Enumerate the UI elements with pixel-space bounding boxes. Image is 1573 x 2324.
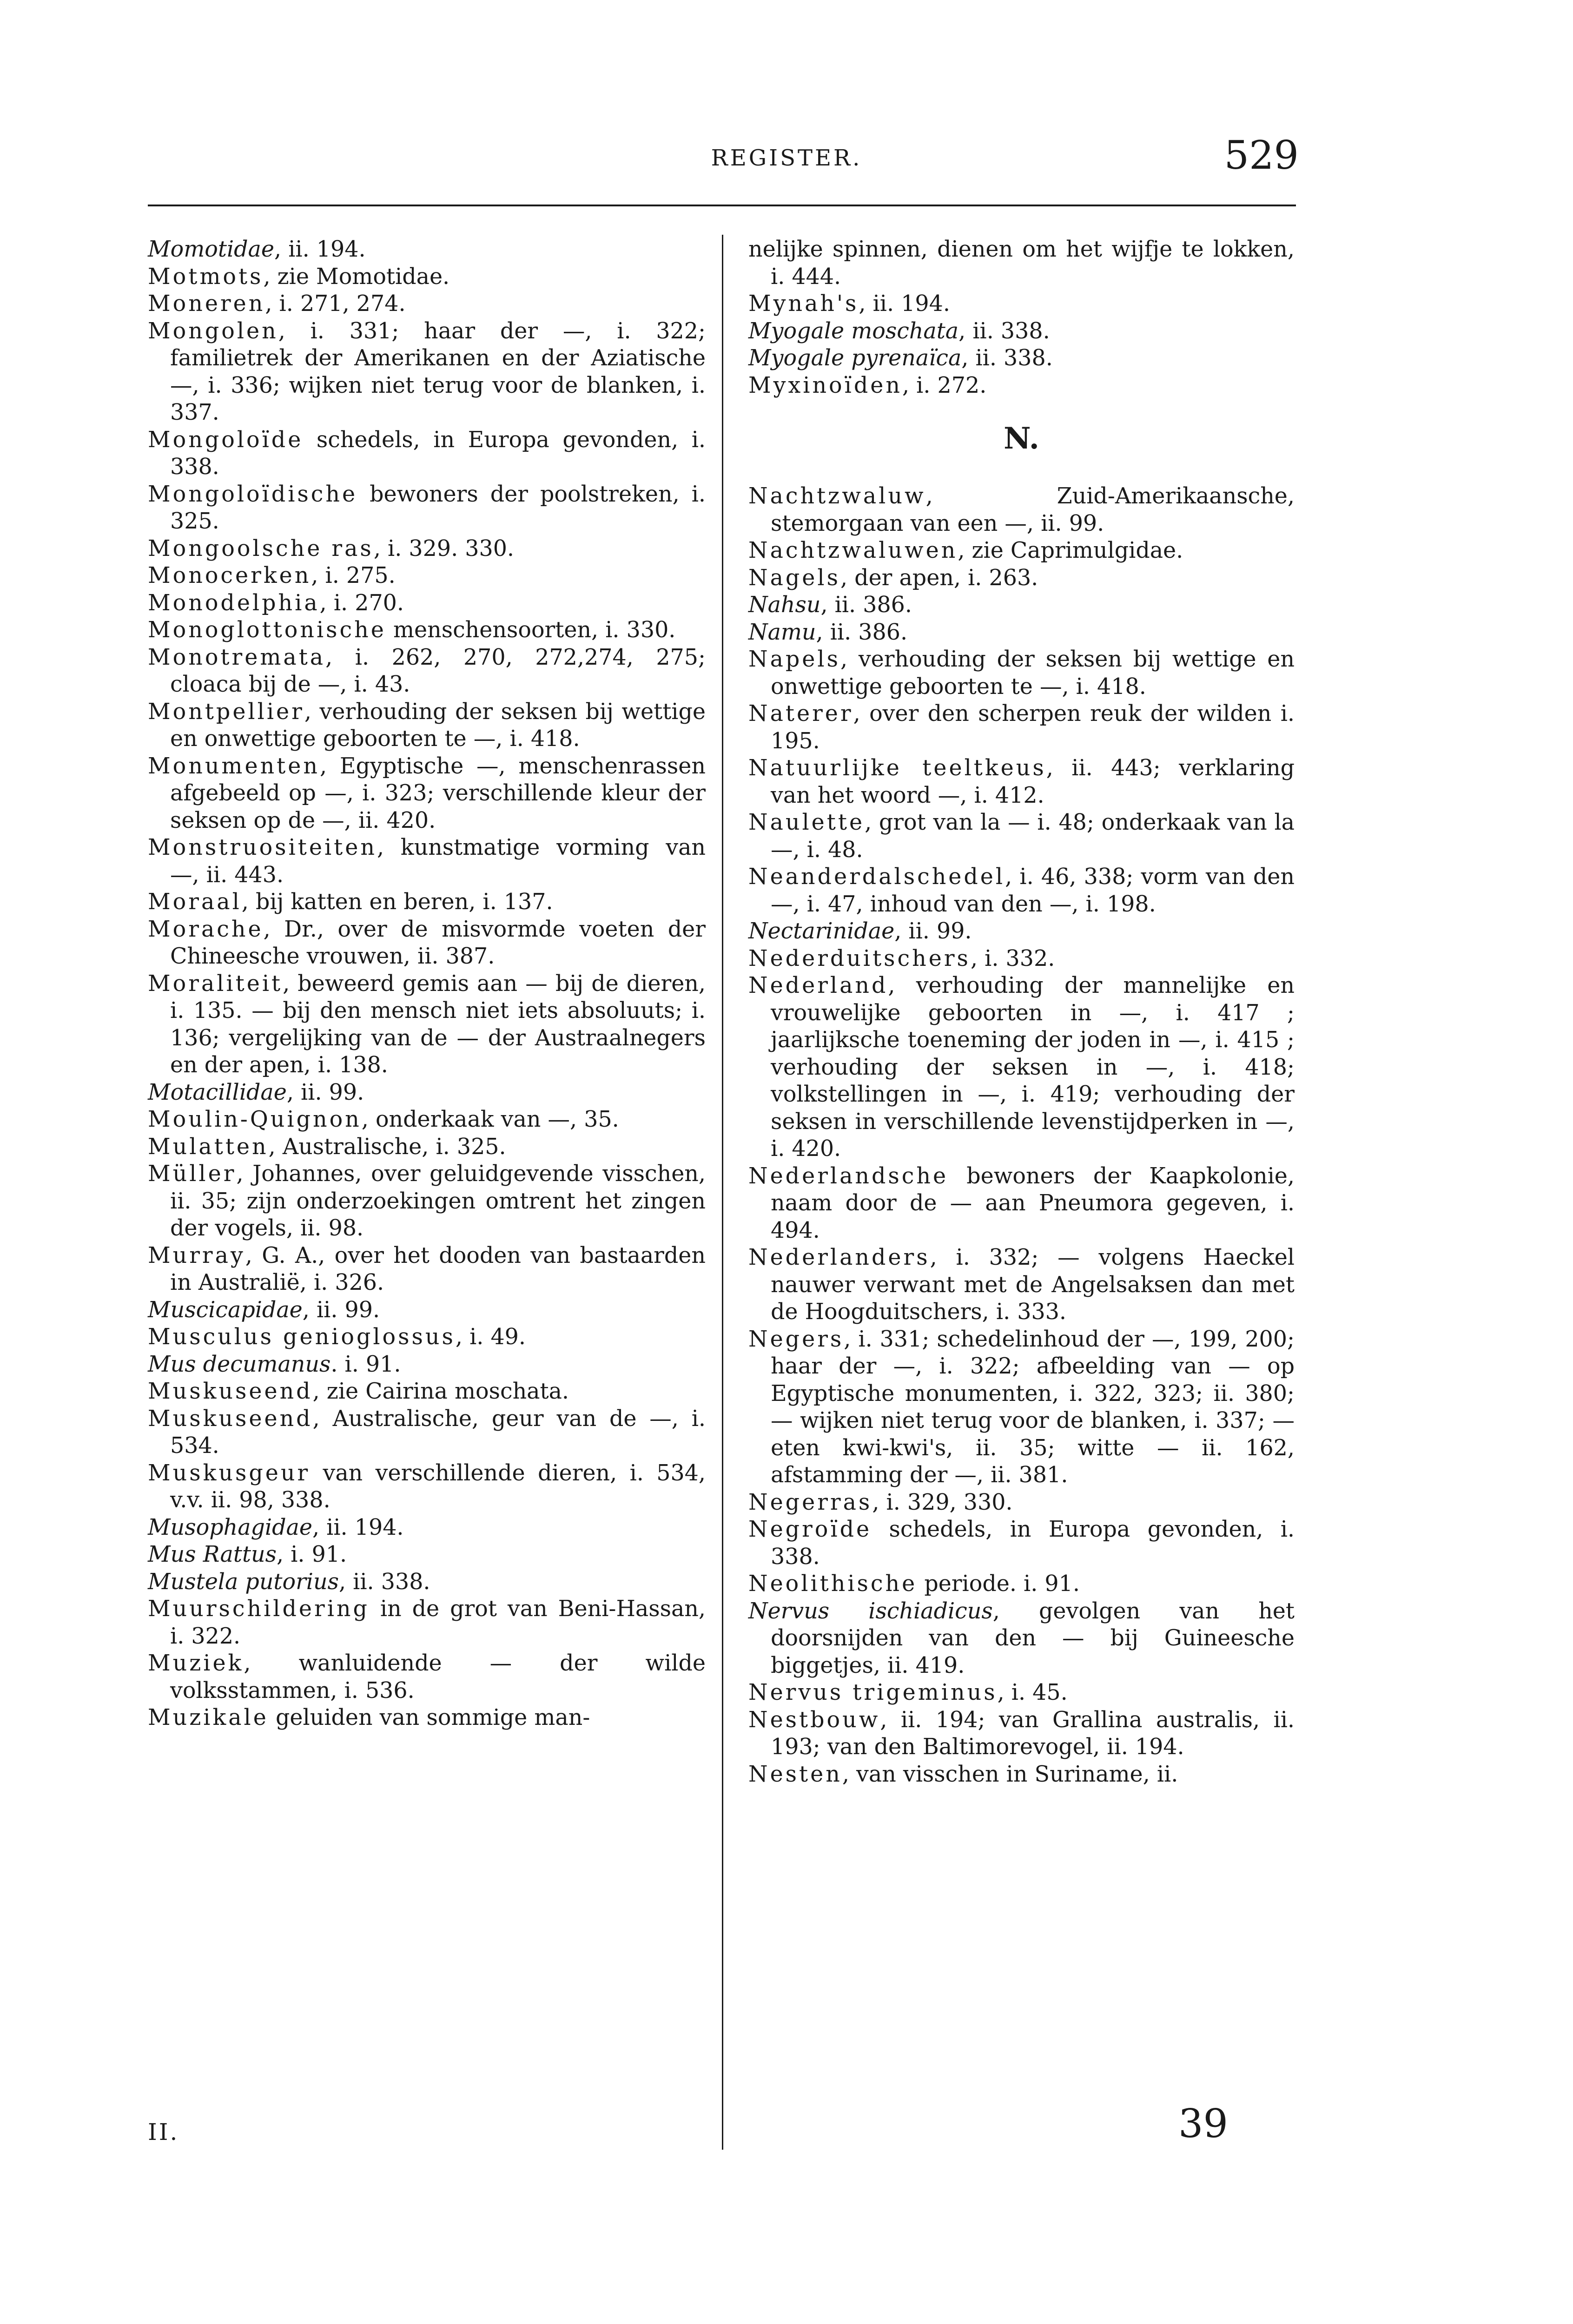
entry-term: Nachtzwaluw [748,483,926,509]
index-entry [748,592,1295,619]
entry-term: Nesten [748,1761,842,1787]
entry-references: , i. 272. [902,372,987,398]
entry-references: , beweerd gemis aan — bij de dieren, i. 135. — bij den mensch niet iets absoluuts; i. 136; vergelijking van de — der Austraalnegers en der apen, i. 138. [170,971,706,1078]
entry-term: Monumenten [148,753,320,779]
entry-term: Mongoloïde [148,427,304,453]
entry-references: periode. i. 91. [917,1571,1080,1597]
index-entry [748,1163,1295,1245]
entry-references: bewoners der Kaapkolonie, naam door de — aan Pneumora gegeven, i. 494. [771,1163,1295,1243]
entry-term: Nederland [748,973,888,998]
header-rule [148,205,1296,206]
running-head: REGISTER. [711,145,862,171]
entry-references: , i. 331; haar der —, i. 322; familietrek der Amerikanen en der Aziatische —, i. 336; wijken niet terug voor de blanken, i. 337. [170,318,706,425]
entry-references: , van visschen in Suriname, ii. [842,1761,1178,1787]
entry-term: Moraliteit [148,971,283,997]
index-entry [148,1704,706,1732]
entry-references: , ii. 386. [820,592,912,618]
entry-term: Nederlanders [748,1245,930,1270]
index-entry [748,918,1295,945]
entry-references: , i. 91. [277,1542,347,1567]
index-entry [148,535,706,563]
index-entry [748,565,1295,592]
entry-references: , Johannes, over geluidgevende visschen, ii. 35; zijn onderzoekingen omtrent het zingen der vogels, ii. 98. [170,1161,706,1241]
entry-term: Moulin-Quignon [148,1107,362,1132]
index-entry [148,1324,706,1351]
entry-term: Müller [148,1161,237,1187]
index-entry [748,1489,1295,1517]
index-entry [748,236,1295,290]
index-entry [148,590,706,617]
entry-references: bewoners der poolstreken, i. 325. [170,481,706,534]
index-entry [748,700,1295,755]
index-entry [748,290,1295,318]
entry-references: , i. 329, 330. [872,1489,1013,1515]
index-entry [148,1106,706,1134]
entry-term: Natuurlijke teeltkeus [748,755,1046,781]
index-entry [748,1679,1295,1707]
entry-references: . i. 91. [330,1351,401,1377]
entry-term: Mongolen [148,318,278,344]
entry-references: , ii. 194. [859,291,950,317]
entry-references: , ii. 386. [816,619,908,645]
section-heading: N. [1004,421,1039,456]
index-entry [148,1079,706,1107]
index-entry [748,1571,1295,1598]
entry-term: Muscicapidae [148,1297,303,1323]
index-entry [748,372,1295,400]
entry-references: , ii. 443; verklaring van het woord —, i. 412. [771,755,1295,808]
entry-references: , verhouding der seksen bij wettige en onwettige geboorten te —, i. 418. [170,699,706,752]
entry-references: , Australische, i. 325. [268,1134,506,1160]
entry-term: Naulette [748,810,865,835]
entry-references: , i. 49. [455,1324,526,1350]
index-entry [148,1569,706,1596]
entry-references: , ii. 194. [274,237,366,262]
entry-term: Nervus trigeminus [748,1680,998,1705]
index-entry [148,834,706,889]
entry-references: , Australische, geur van de —, i. 534. [170,1406,706,1459]
entry-term: Napels [748,647,840,672]
entry-references: schedels, in Europa gevonden, i. 338. [170,427,706,480]
index-entry [148,1541,706,1569]
column-divider [722,235,723,2150]
entry-references: , zie Momotidae. [263,264,450,290]
index-entry [148,1514,706,1542]
entry-term: Negers [748,1326,844,1352]
entry-references: , i. 332; — volgens Haeckel nauwer verwant met de Angelsaksen dan met de Hoogduitschers, i. 333. [771,1245,1295,1325]
entry-term: Moneren [148,291,265,317]
index-entry [748,483,1295,537]
entry-references: , ii. 99. [894,918,972,944]
index-entry [148,916,706,971]
entry-term: Moraal [148,889,242,915]
entry-term: Naterer [748,701,853,726]
entry-term: Myogale moschata [748,318,959,344]
entry-term: Muurschildering [148,1596,370,1622]
index-entry [748,345,1295,372]
entry-references: , zie Cairina moschata. [312,1379,569,1404]
index-entry [748,1244,1295,1326]
index-entry [148,481,706,535]
entry-references: menschensoorten, i. 330. [386,617,676,643]
entry-term: Mynah's [748,291,859,317]
entry-term: Muskuseend [148,1406,313,1432]
index-entry [148,1134,706,1161]
index-column-right [748,236,1295,1788]
index-entry [148,1378,706,1406]
index-entry [148,562,706,590]
index-entry [148,1460,706,1514]
index-group-m [748,236,1295,399]
entry-term: Murray [148,1242,245,1268]
entry-references: van verschillende dieren, i. 534, v.v. ii. 98, 338. [170,1460,706,1513]
entry-references: , i. 262, 270, 272,274, 275; cloaca bij de —, i. 43. [170,644,706,697]
entry-term: Monocerken [148,563,311,588]
index-entry [148,1406,706,1460]
index-entry [148,427,706,481]
entry-references: , i. 271, 274. [265,291,406,317]
entry-term: Nachtzwaluwen [748,538,958,563]
index-entry [148,971,706,1079]
entry-references: , ii. 338. [958,318,1050,344]
index-entry [748,809,1295,864]
entry-references: , ii. 99. [286,1079,364,1105]
entry-term: Nectarinidae [748,918,895,944]
entry-references: , Dr., over de misvormde voeten der Chineesche vrouwen, ii. 387. [170,916,706,969]
entry-references: , i. 46, 338; vorm van den —, i. 47, inhoud van den —, i. 198. [771,864,1295,917]
index-entry [748,1707,1295,1761]
entry-references: , G. A., over het dooden van bastaarden in Australië, i. 326. [170,1242,706,1295]
index-column-left [148,236,706,1732]
entry-references: , ii. 194. [312,1514,404,1540]
entry-references: schedels, in Europa gevonden, i. 338. [771,1517,1295,1570]
entry-term: Nervus ischiadicus [748,1598,993,1624]
index-entry [748,755,1295,809]
entry-term: Monoglottonische [148,617,386,643]
entry-term: Mongoolsche ras [148,535,374,561]
entry-term: Mus decumanus [148,1351,331,1377]
entry-references: , i. 275. [311,563,396,588]
entry-term: Mustela putorius [148,1569,339,1595]
index-entry [148,290,706,318]
entry-references: , kunstmatige vorming van —, ii. 443. [170,835,706,888]
index-entry [748,318,1295,345]
entry-term: Momotidae [148,237,274,262]
entry-term: Mongoloïdische [148,481,358,507]
index-entry [148,699,706,753]
entry-references: , over den scherpen reuk der wilden i. 195. [771,701,1295,754]
entry-references: , bij katten en beren, i. 137. [241,889,553,915]
entry-references: geluiden van sommige man- [268,1705,590,1730]
entry-term: Negerras [748,1489,872,1515]
index-entry [148,889,706,916]
index-entry [748,537,1295,565]
entry-term: Motmots [148,264,264,290]
entry-term: Muzikale [148,1705,269,1730]
entry-references: nelijke spinnen, dienen om het wijfje te lokken, i. 444. [748,237,1295,290]
index-entry [148,1242,706,1297]
entry-term: Motacillidae [148,1079,287,1105]
index-entry [148,264,706,291]
entry-term: Namu [748,619,816,645]
index-entry [148,1297,706,1324]
entry-references: , zie Caprimulgidae. [958,538,1183,563]
entry-term: Morache [148,916,264,942]
index-entry [148,1596,706,1650]
entry-references: , verhouding der seksen bij wettige en onwettige geboorten te —, i. 418. [771,647,1295,700]
entry-references: , i. 45. [997,1680,1068,1705]
entry-references: , Egyptische —, menschenrassen afgebeeld op —, i. 323; verschillende kleur der seksen op de —, ii. 420. [170,753,706,833]
entry-term: Neolithische [748,1571,918,1597]
index-entry [748,1326,1295,1489]
index-entry [148,1650,706,1704]
index-entry [748,945,1295,973]
entry-term: Muskuseend [148,1379,313,1404]
index-entry [748,646,1295,700]
entry-term: Nederduitschers [748,945,971,971]
entry-term: Myxinoïden [748,372,902,398]
signature-mark: II. [148,2119,179,2146]
entry-term: Muskusgeur [148,1460,311,1486]
page-number: 529 [1224,132,1299,178]
entry-references: , i. 329. 330. [373,535,515,561]
index-entry [748,864,1295,918]
entry-term: Monotremata [148,644,326,670]
entry-references: , Zuid-Amerikaansche, stemorgaan van een —, ii. 99. [771,483,1295,536]
entry-references: , i. 332. [970,945,1055,971]
entry-term: Monstruositeiten [148,835,377,860]
entry-term: Musophagidae [148,1514,312,1540]
entry-references: , ii. 338. [961,345,1053,371]
index-entry [748,1598,1295,1680]
entry-references: , der apen, i. 263. [840,565,1038,591]
index-entry [748,1761,1295,1789]
index-group-n [748,483,1295,1788]
index-entry [148,644,706,699]
entry-references: , onderkaak van —, 35. [361,1107,619,1132]
index-entry [748,1516,1295,1571]
index-entry [148,236,706,264]
entry-term: Nederlandsche [748,1163,949,1189]
entry-references: , wanluidende — der wilde volksstammen, i. 536. [170,1651,706,1703]
entry-references: , i. 331; schedelinhoud der —, 199, 200; haar der —, i. 322; afbeelding van — op Egyptische monumenten, i. 322, 323; ii. 380; — wijken niet terug voor de blanken, i. 337; — eten kwi-kwi's, ii. 35; witte — ii. 162, afstamming der —, ii. 381. [771,1326,1295,1488]
entry-term: Myogale pyrenaïca [748,345,962,371]
entry-term: Monodelphia [148,590,320,616]
entry-term: Muziek [148,1651,244,1676]
entry-term: Musculus genioglossus [148,1324,456,1350]
entry-term: Negroïde [748,1517,872,1542]
entry-references: , gevolgen van het doorsnijden van den — bij Guineesche biggetjes, ii. 419. [771,1598,1295,1678]
entry-term: Nahsu [748,592,821,618]
entry-term: Neanderdalschedel [748,864,1005,890]
index-entry [148,617,706,644]
entry-term: Montpellier [148,699,304,725]
entry-references: , ii. 194; van Grallina australis, ii. 193; van den Baltimorevogel, ii. 194. [771,1707,1295,1760]
entry-references: , ii. 99. [302,1297,380,1323]
index-entry [148,1161,706,1242]
entry-references: , ii. 338. [338,1569,430,1595]
index-entry [148,318,706,427]
entry-term: Nagels [748,565,840,591]
entry-term: Nestbouw [748,1707,880,1733]
entry-references: , verhouding der mannelijke en vrouwelijke geboorten in —, i. 417 ; jaarlijksche toeneming der joden in —, i. 415 ; verhouding der seksen in —, i. 418; volkstellingen in —, i. 419; verhouding der seksen in verschillende levenstijdperken in —, i. 420. [771,973,1295,1162]
index-entry [148,1351,706,1379]
entry-term: Mulatten [148,1134,269,1160]
index-entry [748,619,1295,647]
index-entry [748,972,1295,1163]
sheet-number: 39 [1178,2101,1228,2146]
entry-references: in de grot van Beni-Hassan, i. 322. [170,1596,706,1649]
entry-term: Mus Rattus [148,1542,277,1567]
entry-references: , i. 270. [319,590,404,616]
entry-references: , grot van la — i. 48; onderkaak van la —, i. 48. [771,810,1295,863]
index-entry [148,753,706,835]
